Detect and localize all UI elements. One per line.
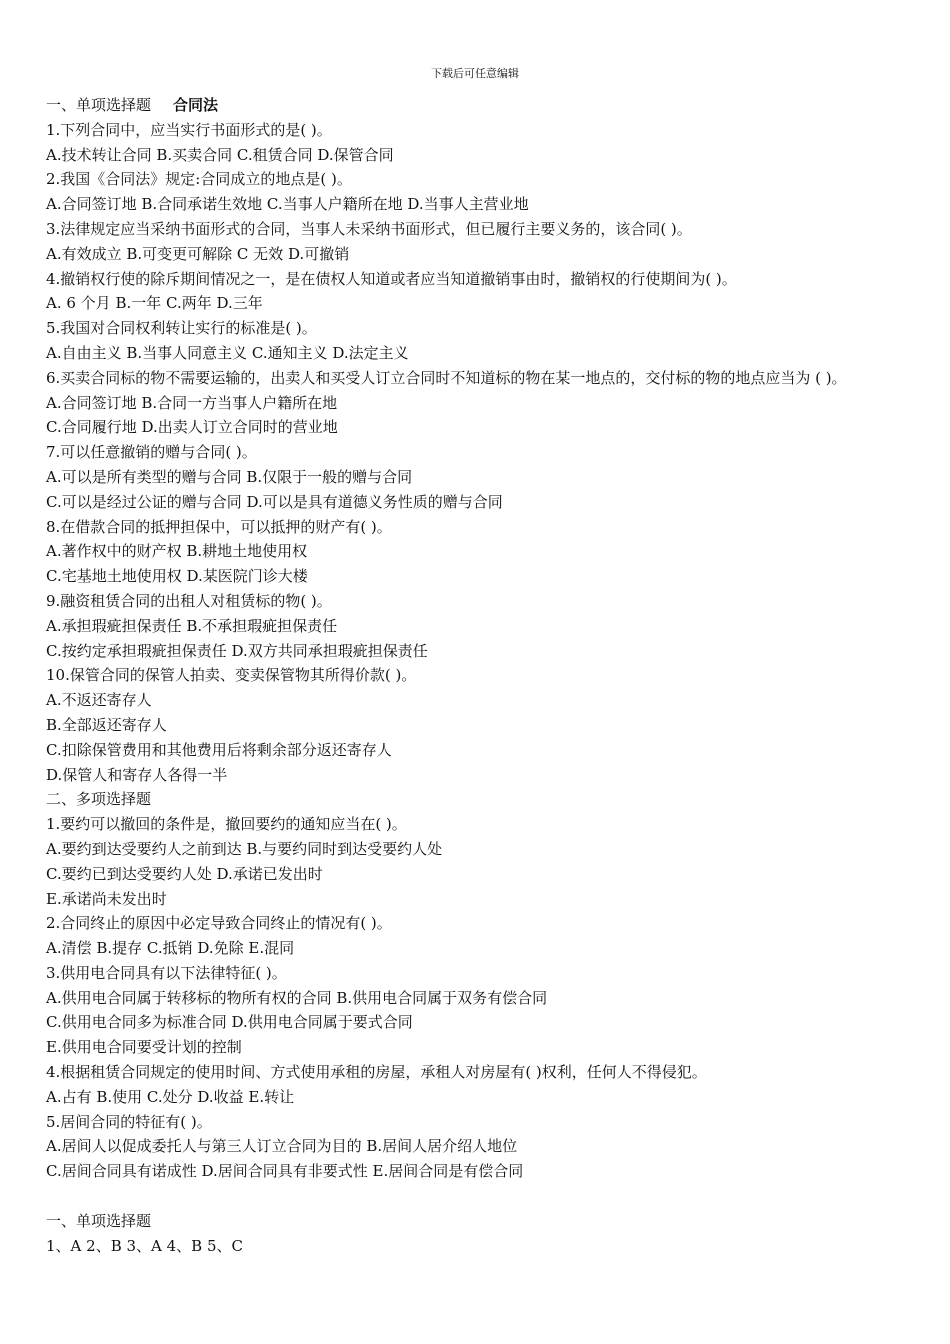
text-line: A. 6 个月 B.一年 C.两年 D.三年 <box>46 294 263 313</box>
text-line: A.有效成立 B.可变更可解除 C 无效 D.可撤销 <box>46 244 350 263</box>
text-line: C.扣除保管费用和其他费用后将剩余部分返还寄存人 <box>46 740 392 759</box>
text-line: A.技术转让合同 B.买卖合同 C.租赁合同 D.保管合同 <box>46 145 394 164</box>
section1-heading: 一、单项选择题 <box>46 96 152 114</box>
text-line: A.清偿 B.提存 C.抵销 D.免除 E.混同 <box>46 939 295 958</box>
text-line: 3.供用电合同具有以下法律特征( )。 <box>46 963 287 982</box>
section1-title <box>46 93 916 118</box>
text-line: 8.在借款合同的抵押担保中，可以抵押的财产有( )。 <box>46 517 392 536</box>
section1-questions <box>46 118 916 788</box>
text-line: 5.我国对合同权利转让实行的标准是( )。 <box>46 319 317 338</box>
text-line: A.供用电合同属于转移标的物所有权的合同 B.供用电合同属于双务有偿合同 <box>46 988 548 1007</box>
text-line: A.可以是所有类型的赠与合同 B.仅限于一般的赠与合同 <box>46 467 413 486</box>
text-line: C.要约已到达受要约人处 D.承诺已发出时 <box>46 864 323 883</box>
text-line: A.居间人以促成委托人与第三人订立合同为目的 B.居间人居介绍人地位 <box>46 1137 518 1156</box>
text-line: A.著作权中的财产权 B.耕地土地使用权 <box>46 542 308 561</box>
text-line: 2.合同终止的原因中必定导致合同终止的情况有( )。 <box>46 914 392 933</box>
spacer <box>46 1184 916 1209</box>
answers-heading: 一、单项选择题 <box>46 1211 152 1230</box>
text-line: C.供用电合同多为标准合同 D.供用电合同属于要式合同 <box>46 1013 413 1032</box>
text-line: A.合同签订地 B.合同一方当事人户籍所在地 <box>46 393 338 412</box>
text-line: A.承担瑕疵担保责任 B.不承担瑕疵担保责任 <box>46 616 338 635</box>
text-line: C.宅基地土地使用权 D.某医院门诊大楼 <box>46 567 308 586</box>
text-line: 4.撤销权行使的除斥期间情况之一，是在债权人知道或者应当知道撤销事由时，撤销权的行使期间为( )。 <box>46 269 737 288</box>
text-line: 2.我国《合同法》规定:合同成立的地点是( )。 <box>46 170 352 189</box>
text-line: A.要约到达受要约人之前到达 B.与要约同时到达受要约人处 <box>46 839 443 858</box>
text-line: 3.法律规定应当采纳书面形式的合同，当事人未采纳书面形式，但已履行主要义务的，该合同( )。 <box>46 219 692 238</box>
text-line: 1.下列合同中，应当实行书面形式的是( )。 <box>46 120 332 139</box>
text-line: E.承诺尚未发出时 <box>46 889 167 908</box>
text-line: A.占有 B.使用 C.处分 D.收益 E.转让 <box>46 1087 295 1106</box>
text-line: 9.融资租赁合同的出租人对租赁标的物( )。 <box>46 591 332 610</box>
text-line: D.保管人和寄存人各得一半 <box>46 765 228 784</box>
text-line: B.全部返还寄存人 <box>46 715 167 734</box>
text-line: C.居间合同具有诺成性 D.居间合同具有非要式性 E.居间合同是有偿合同 <box>46 1162 524 1181</box>
text-line: 1.要约可以撤回的条件是，撤回要约的通知应当在( )。 <box>46 815 407 834</box>
answers-line: 1、A 2、B 3、A 4、B 5、C <box>46 1236 243 1255</box>
text-line: 4.根据租赁合同规定的使用时间、方式使用承租的房屋，承租人对房屋有( )权利，任何人不得侵犯。 <box>46 1063 707 1082</box>
text-line: C.可以是经过公证的赠与合同 D.可以是具有道德义务性质的赠与合同 <box>46 492 503 511</box>
text-line: 10.保管合同的保管人拍卖、变卖保管物其所得价款( )。 <box>46 666 417 685</box>
text-line: C.合同履行地 D.出卖人订立合同时的营业地 <box>46 418 338 437</box>
text-line: C.按约定承担瑕疵担保责任 D.双方共同承担瑕疵担保责任 <box>46 641 428 660</box>
text-line: 6.买卖合同标的物不需要运输的，出卖人和买受人订立合同时不知道标的物在某一地点的，交付标的物的地点应当为 ( )。 <box>46 368 847 387</box>
topic-title: 合同法 <box>173 96 219 114</box>
section2-questions <box>46 812 916 1184</box>
header-note: 下载后可任意编辑 <box>431 67 519 80</box>
text-line: A.不返还寄存人 <box>46 691 152 710</box>
text-line: E.供用电合同要受计划的控制 <box>46 1038 242 1057</box>
document-body <box>46 93 916 1258</box>
text-line: 7.可以任意撤销的赠与合同( )。 <box>46 443 257 462</box>
text-line: 5.居间合同的特征有( )。 <box>46 1112 212 1131</box>
text-line: A.合同签订地 B.合同承诺生效地 C.当事人户籍所在地 D.当事人主营业地 <box>46 195 529 214</box>
text-line: A.自由主义 B.当事人同意主义 C.通知主义 D.法定主义 <box>46 343 409 362</box>
section2-heading: 二、多项选择题 <box>46 790 152 809</box>
